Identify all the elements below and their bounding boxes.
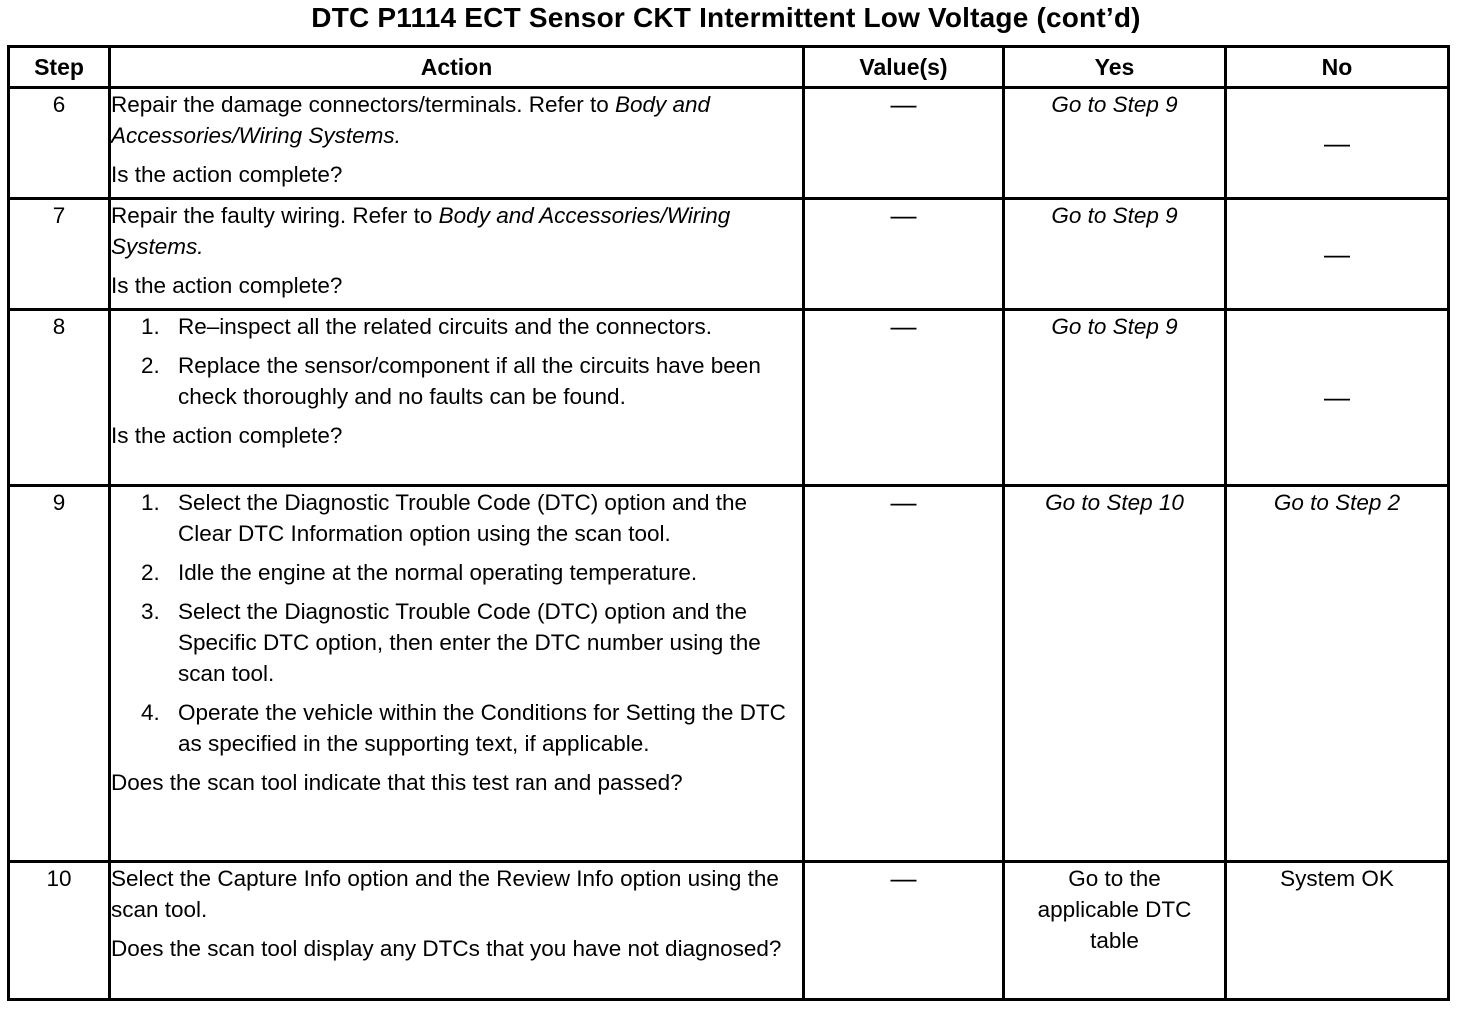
list-item: 2. Idle the engine at the normal operating temperature. <box>141 560 698 585</box>
action-text: Repair the damage connectors/terminals. Refer to <box>111 92 615 117</box>
action-cell <box>110 862 804 1000</box>
no-result: System OK <box>1226 862 1449 1000</box>
diagnostic-table <box>7 45 1450 1001</box>
page-title: DTC P1114 ECT Sensor CKT Intermittent Low Voltage (cont’d) <box>311 2 1141 33</box>
action-cell <box>110 199 804 310</box>
yes-result: Go to Step 10 <box>1004 486 1226 862</box>
step-number: 10 <box>9 862 110 1000</box>
action-cell <box>110 310 804 486</box>
action-instruction <box>111 89 802 151</box>
table-row <box>9 199 1449 310</box>
column-header-action: Action <box>110 47 804 88</box>
yes-result: Go to the applicable DTC table <box>1004 862 1226 1000</box>
action-question: Is the action complete? <box>111 273 343 298</box>
list-item: 1. Re–inspect all the related circuits and the connectors. <box>141 314 713 339</box>
list-item: 3. Select the Diagnostic Trouble Code (DTC) option and the Specific DTC option, then enter the DTC number using the scan tool. <box>141 599 761 686</box>
table-row <box>9 88 1449 199</box>
value-cell: — <box>804 310 1004 486</box>
column-header-step: Step <box>9 47 110 88</box>
action-text: Repair the faulty wiring. Refer to <box>111 203 439 228</box>
value-cell: — <box>804 88 1004 199</box>
list-item-text: Operate the vehicle within the Conditions for Setting the DTC as specified in the supporting text, if applicable. <box>178 700 786 756</box>
action-question: Is the action complete? <box>111 423 343 448</box>
no-result: Go to Step 2 <box>1226 486 1449 862</box>
list-item-text: Select the Diagnostic Trouble Code (DTC) option and the Specific DTC option, then enter the DTC number using the scan tool. <box>178 599 761 686</box>
table-header-row <box>9 47 1449 88</box>
no-result: — <box>1226 88 1449 199</box>
value-cell: — <box>804 486 1004 862</box>
action-reference: Body and Accessories/Wiring Systems. <box>111 203 731 259</box>
step-number: 9 <box>9 486 110 862</box>
action-reference: Body and Accessories/Wiring Systems. <box>111 92 711 148</box>
action-steps-list <box>111 311 802 412</box>
value-cell: — <box>804 199 1004 310</box>
action-instruction: Select the Capture Info option and the Review Info option using the scan tool. <box>111 866 779 922</box>
yes-result: Go to Step 9 <box>1004 199 1226 310</box>
action-instruction <box>111 200 802 262</box>
list-item: 1. Select the Diagnostic Trouble Code (DTC) option and the Clear DTC Information option using the scan tool. <box>141 490 748 546</box>
step-number: 7 <box>9 199 110 310</box>
table-row <box>9 862 1449 1000</box>
action-steps-list <box>111 487 802 759</box>
value-cell: — <box>804 862 1004 1000</box>
column-header-values: Value(s) <box>804 47 1004 88</box>
no-result: — <box>1226 199 1449 310</box>
no-result: — <box>1226 310 1449 486</box>
action-question: Does the scan tool display any DTCs that you have not diagnosed? <box>111 936 782 961</box>
list-item-text: Replace the sensor/component if all the circuits have been check thoroughly and no faults can be found. <box>178 353 761 409</box>
yes-result: Go to Step 9 <box>1004 310 1226 486</box>
action-question: Is the action complete? <box>111 162 343 187</box>
step-number: 6 <box>9 88 110 199</box>
step-number: 8 <box>9 310 110 486</box>
action-cell <box>110 486 804 862</box>
list-item-text: Select the Diagnostic Trouble Code (DTC) option and the Clear DTC Information option using the scan tool. <box>178 490 748 546</box>
action-question: Does the scan tool indicate that this test ran and passed? <box>111 770 683 795</box>
table-row <box>9 310 1449 486</box>
list-item-text: Idle the engine at the normal operating temperature. <box>178 560 698 585</box>
action-cell <box>110 88 804 199</box>
yes-result: Go to Step 9 <box>1004 88 1226 199</box>
column-header-yes: Yes <box>1004 47 1226 88</box>
column-header-no: No <box>1226 47 1449 88</box>
list-item: 4. Operate the vehicle within the Conditions for Setting the DTC as specified in the supporting text, if applicable. <box>141 700 786 756</box>
table-row <box>9 486 1449 862</box>
list-item: 2. Replace the sensor/component if all the circuits have been check thoroughly and no faults can be found. <box>141 353 761 409</box>
list-item-text: Re–inspect all the related circuits and the connectors. <box>178 314 713 339</box>
